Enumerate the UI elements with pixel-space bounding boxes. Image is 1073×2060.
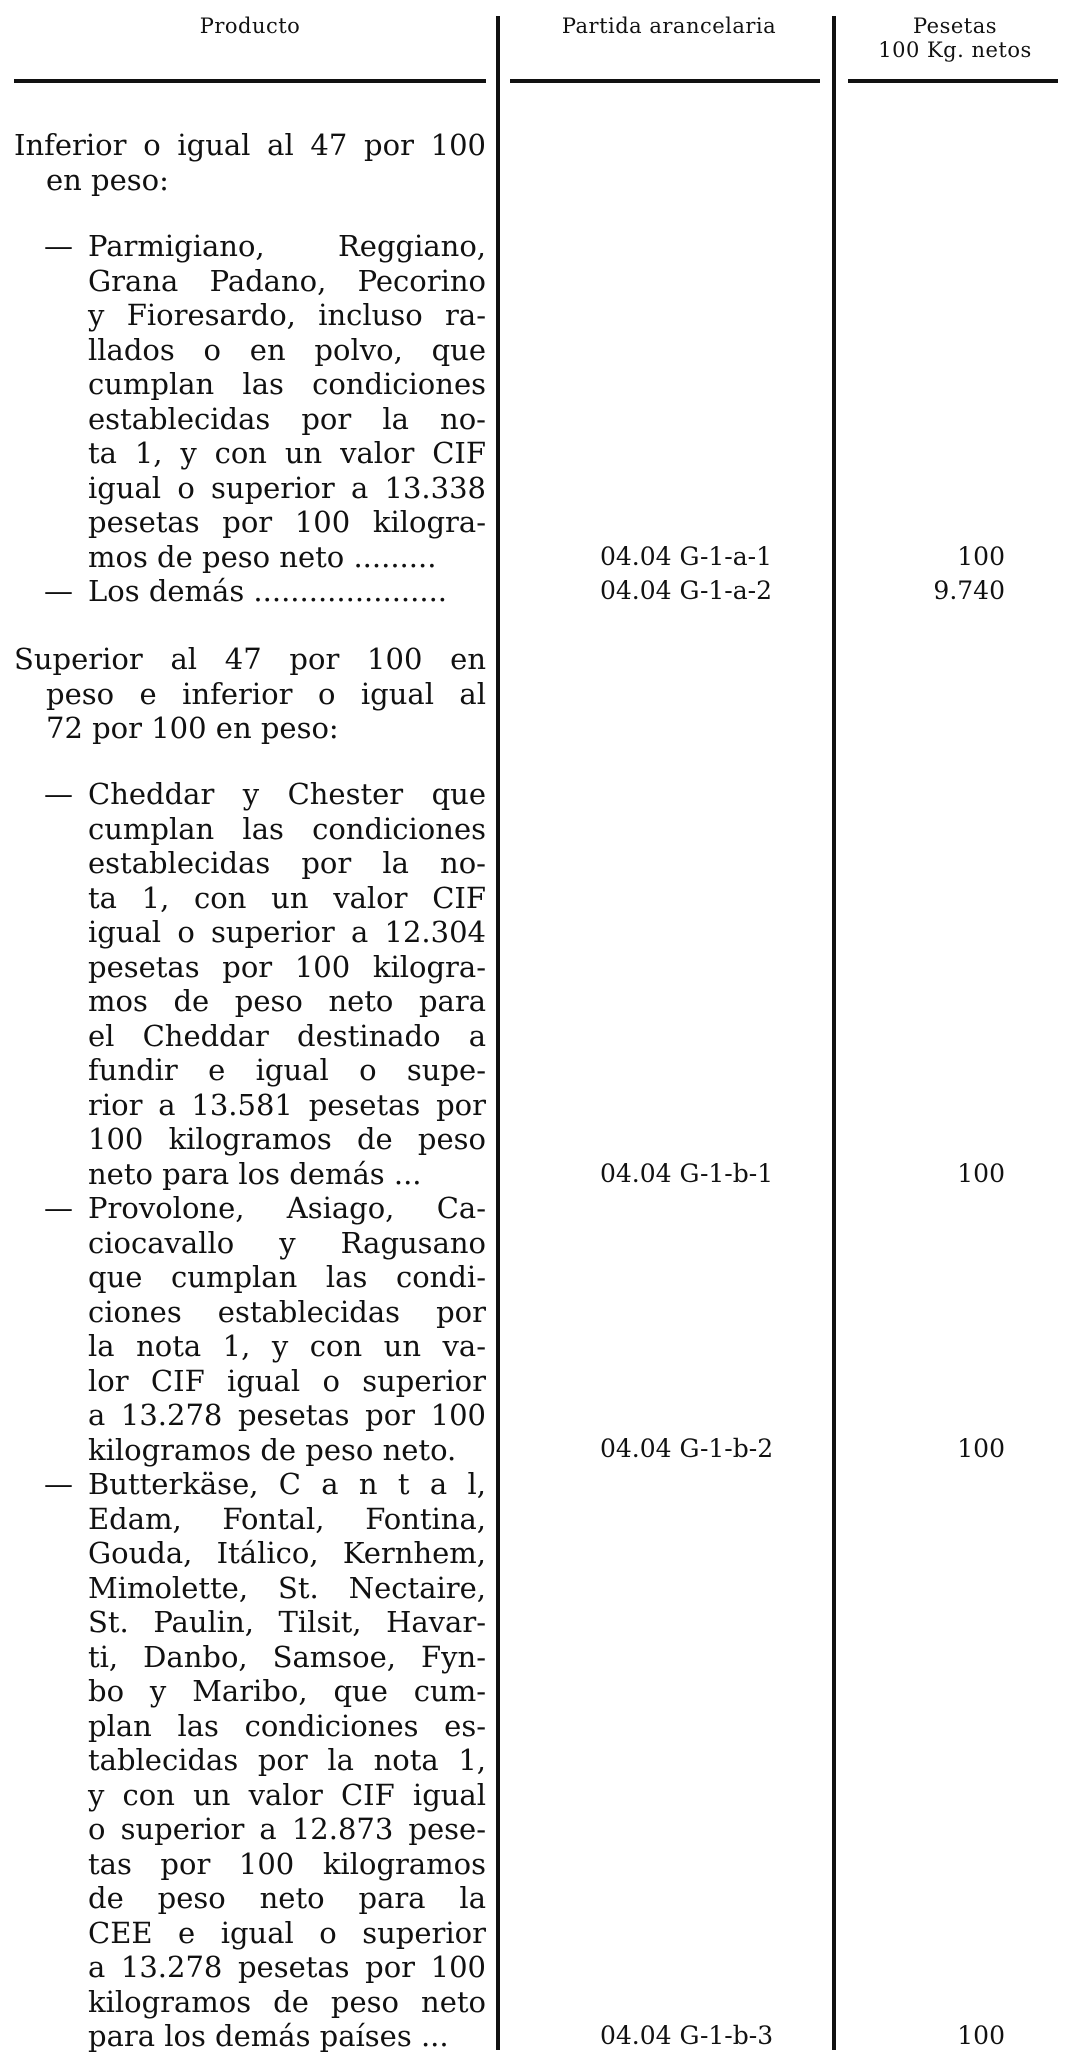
- text-line: kilogramos de peso neto.: [88, 1432, 457, 1467]
- text-line: Mimolette, St. Nectaire,: [88, 1570, 486, 1605]
- text-line: CEE e igual o superior: [88, 1915, 486, 1950]
- dash-bullet: —: [44, 1467, 73, 1501]
- text-line: Cheddar y Chester que: [88, 777, 486, 811]
- text-line: establecidas por la no-: [88, 846, 486, 880]
- text-line: ta 1, y con un valor CIF: [88, 436, 486, 470]
- text-line: igual o superior a 13.338: [88, 470, 486, 505]
- tariff-code: 04.04 G-1-b-1: [600, 1159, 774, 1188]
- text-line: Los demás .....................: [88, 574, 448, 608]
- header-producto: Producto: [199, 14, 301, 38]
- list-item: [44, 777, 486, 1191]
- text-line: y Fioresardo, incluso ra-: [88, 298, 486, 332]
- text-line: bo y Maribo, que cum-: [88, 1674, 486, 1708]
- text-line: 100 kilogramos de peso: [88, 1122, 486, 1156]
- text-line: lor CIF igual o superior: [88, 1363, 486, 1398]
- header-pesetas: [850, 14, 1060, 62]
- text-line: mos de peso neto para: [88, 984, 486, 1018]
- text-line: Gouda, Itálico, Kernhem,: [88, 1536, 486, 1570]
- list-item: [44, 229, 486, 574]
- header-pesetas-line1: Pesetas: [912, 14, 998, 38]
- text-line: Superior al 47 por 100 en: [14, 642, 486, 676]
- dash-bullet: —: [44, 1191, 73, 1225]
- tariff-code: 04.04 G-1-a-2: [600, 576, 773, 605]
- header-rule-producto: [14, 79, 486, 83]
- header-pesetas-line2: 100 Kg. netos: [878, 38, 1032, 62]
- text-line: St. Paulin, Tilsit, Havar-: [88, 1605, 486, 1639]
- text-line: Butterkäse, C a n t a l,: [88, 1467, 486, 1501]
- text-line: Grana Padano, Pecorino: [88, 263, 486, 298]
- text-line: en peso:: [46, 162, 169, 197]
- text-line: plan las condiciones es-: [88, 1708, 486, 1743]
- text-line: tablecidas por la nota 1,: [88, 1743, 486, 1777]
- text-line: para los demás países ...: [88, 2019, 449, 2053]
- text-line: igual o superior a 12.304: [88, 915, 486, 949]
- text-line: el Cheddar destinado a: [88, 1018, 486, 1053]
- text-line: que cumplan las condi-: [88, 1260, 486, 1294]
- text-line: pesetas por 100 kilogra-: [88, 949, 486, 984]
- tariff-code: 04.04 G-1-b-3: [600, 2021, 774, 2050]
- text-line: o superior a 12.873 pese-: [88, 1812, 486, 1846]
- text-line: Edam, Fontal, Fontina,: [88, 1501, 486, 1536]
- header-partida: Partida arancelaria: [561, 14, 777, 38]
- text-line: ta 1, con un valor CIF: [88, 880, 486, 915]
- column-divider-1: [496, 16, 500, 2050]
- text-line: pesetas por 100 kilogra-: [88, 505, 486, 539]
- text-line: Parmigiano, Reggiano,: [88, 229, 486, 263]
- text-line: mos de peso neto .........: [88, 539, 437, 574]
- text-line: la nota 1, y con un va-: [88, 1329, 486, 1363]
- dash-bullet: —: [44, 229, 73, 263]
- tariff-value: 100: [957, 2021, 1005, 2050]
- text-line: establecidas por la no-: [88, 401, 486, 436]
- text-line: 72 por 100 en peso:: [46, 711, 339, 745]
- text-line: Provolone, Asiago, Ca-: [88, 1191, 486, 1225]
- header-rule-partida: [510, 79, 820, 83]
- text-line: peso e inferior o igual al: [46, 676, 486, 711]
- text-line: neto para los demás ...: [88, 1156, 422, 1191]
- tariff-code: 04.04 G-1-b-2: [600, 1434, 774, 1463]
- list-item: [44, 574, 486, 609]
- tariff-value: 9.740: [933, 576, 1005, 605]
- text-line: de peso neto para la: [88, 1881, 486, 1915]
- text-line: kilogramos de peso neto: [88, 1984, 486, 2019]
- text-line: fundir e igual o supe-: [88, 1053, 486, 1087]
- tariff-value: 100: [957, 1434, 1005, 1463]
- text-line: llados o en polvo, que: [88, 332, 486, 367]
- list-item: [44, 1467, 486, 2054]
- dash-bullet: —: [44, 777, 73, 811]
- column-divider-2: [832, 16, 836, 2050]
- text-line: a 13.278 pesetas por 100: [88, 1950, 486, 1984]
- text-line: cumplan las condiciones: [88, 367, 486, 401]
- text-line: Inferior o igual al 47 por 100: [14, 128, 486, 162]
- tariff-code: 04.04 G-1-a-1: [600, 542, 773, 571]
- text-line: rior a 13.581 pesetas por: [88, 1087, 486, 1122]
- text-line: y con un valor CIF igual: [88, 1777, 486, 1812]
- text-line: cumplan las condiciones: [88, 811, 486, 846]
- list-item: [44, 1191, 486, 1467]
- text-line: ti, Danbo, Samsoe, Fyn-: [88, 1639, 486, 1674]
- text-line: ciocavallo y Ragusano: [88, 1225, 486, 1260]
- group-heading: [14, 128, 486, 197]
- tariff-value: 100: [957, 1159, 1005, 1188]
- tariff-value: 100: [957, 542, 1005, 571]
- text-line: a 13.278 pesetas por 100: [88, 1398, 486, 1432]
- group-heading: [14, 642, 486, 746]
- text-line: tas por 100 kilogramos: [88, 1846, 486, 1881]
- text-line: ciones establecidas por: [88, 1294, 486, 1329]
- header-rule-pesetas: [848, 79, 1058, 83]
- dash-bullet: —: [44, 574, 73, 608]
